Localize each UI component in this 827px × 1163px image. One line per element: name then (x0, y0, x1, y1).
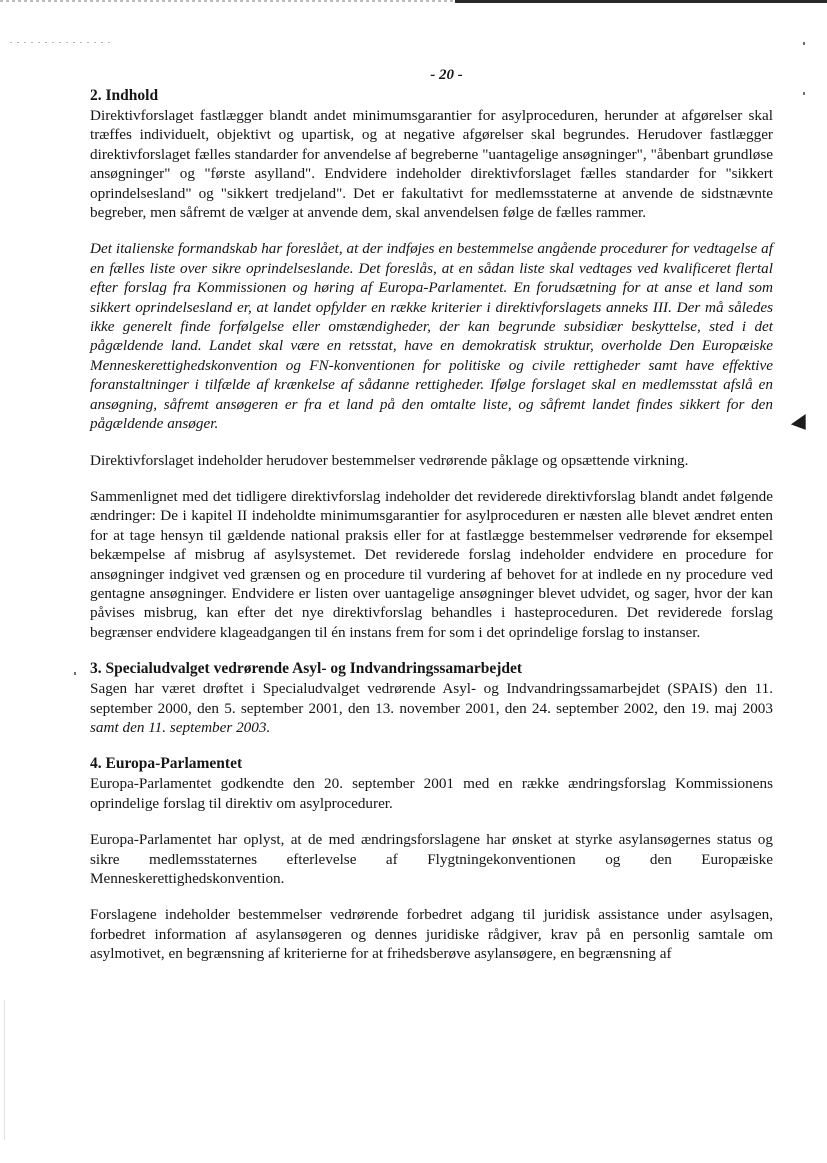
paragraph-europa-parlamentet-2: Europa-Parlamentet har oplyst, at de med ændringsforslagene har ønsket at styrke asylansøgernes status og sikre medlemsstaternes efterlevelse af Flygtningekonventionen og den Europæiske Menneskerettighedskonvention. (90, 831, 773, 887)
scan-artifact-margin-line (4, 1000, 5, 1140)
section-heading-indhold: 2. Indhold (90, 87, 159, 104)
scan-artifact-top-bar (455, 0, 827, 3)
paragraph-specialudvalget-text: Sagen har været drøftet i Specialudvalget vedrørende Asyl- og Indvandringssamarbejdet (SPAIS) den 11. september 2000, den 5. september 2001, den 13. november 2001, den 24. september 2002, den 19. maj 2003 (90, 680, 773, 717)
paragraph-indhold-3: Direktivforslaget indeholder herudover bestemmelser vedrørende påklage og opsættende virkning. (90, 451, 689, 469)
paragraph-indhold-4: Sammenlignet med det tidligere direktivforslag indeholder det reviderede direktivforslag blandt andet følgende ændringer: De i kapitel II indeholdte minimumsgarantier for asylproceduren er næsten alle blevet ændret enten for at tage hensyn til gældende national praksis eller for at fastlægge bestemmelser vedrørende for eksempel bekæmpelse af misbrug af asylsystemet. Det reviderede forslag indeholder endvidere en procedure for ansøgninger indgivet ved grænsen og en procedure til vurdering af behovet for at indlede en ny procedure ved gentagne ansøgninger. Endvidere er listen over uantagelige ansøgninger blevet udvidet, og sager, hvor der kan påvises misbrug, kan efter det nye direktivforslag behandles i hasteproceduren. Det reviderede forslag begrænser endvidere klageadgangen til én instans frem for som i det oprindelige forslag to instanser. (90, 487, 773, 641)
margin-arrow-icon (791, 414, 813, 435)
paragraph-europa-parlamentet-3: Forslagene indeholder bestemmelser vedrørende forbedret adgang til juridisk assistance under asylsagen, forbedret information af asylansøgeren og dennes juridiske rådgiver, krav på en personlig samtale om asylmotivet, en begrænsning af kriterierne for at frihedsberøve asylansøgere, en begrænsning af (90, 906, 773, 963)
paragraph-indhold-italic: Det italienske formandskab har foreslået, at der indføjes en bestemmelse angående procedurer for vedtagelse af en fælles liste over sikre oprindelseslande. Det foreslås, at en sådan liste skal vedtages ved kvalificeret flertal efter forslag fra Kommissionen og høring af Europa-Parlamentet. En forudsætning for at anse et land som sikkert oprindelsesland er, at landet opfylder en række kriterier i direktivforslagets anneks III. Der må således ikke generelt finde forfølgelse eller omstændigheder, der kan begrunde subsidiær beskyttelse, sted i det pågældende land. Landet skal være en retsstat, have en demokratisk struktur, overholde Den Europæiske Menneskerettighedskonvention og FN-konventionen for politiske og civile rettigheder samt have effektive foranstaltninger i tilfælde af krænkelse af sådanne rettigheder. Ifølge forslaget skal en medlemsstat afslå en ansøgning, såfremt ansøgeren er fra et land på den omtalte liste, og såfremt landet findes sikkert for den pågældende ansøger. (90, 240, 773, 433)
paragraph-specialudvalget (90, 679, 773, 737)
page-number: - 20 - (430, 67, 463, 83)
scan-artifact-tick (803, 92, 805, 95)
scan-artifact-tick (803, 42, 805, 45)
section-heading-specialudvalget: 3. Specialudvalget vedrørende Asyl- og Indvandringssamarbejdet (90, 660, 523, 678)
paragraph-indhold-1: Direktivforslaget fastlægger blandt andet minimumsgarantier for asylproceduren, herunder at afgørelser skal træffes individuelt, objektivt og upartisk, og at negative afgørelser skal begrundes. Herudover fastlægger direktivforslaget fælles standarder for anvendelse af begreberne "uantagelige ansøgninger", "åbenbart grundløse ansøgninger" og "første asylland". Endvidere indeholder direktivforslaget fælles standarder for "sikkert oprindelsesland" og "sikkert tredjeland". Det er fakultativt for medlemsstaterne at anvende de sidstnævnte begreber, men såfremt de vælger at anvende dem, skal anvendelsen følge de fælles rammer. (90, 107, 773, 222)
document-body (90, 58, 773, 964)
scan-artifact-top-faint (0, 0, 455, 2)
paragraph-specialudvalget-italic: samt den 11. september 2003. (90, 718, 271, 736)
scan-artifact-dash (10, 42, 110, 43)
paragraph-europa-parlamentet-1: Europa-Parlamentet godkendte den 20. september 2001 med en række ændringsforslag Kommissionens oprindelige forslag til direktiv om asylprocedurer. (90, 775, 773, 812)
scan-artifact-tick (74, 672, 76, 675)
section-heading-europa-parlamentet: 4. Europa-Parlamentet (90, 755, 243, 773)
